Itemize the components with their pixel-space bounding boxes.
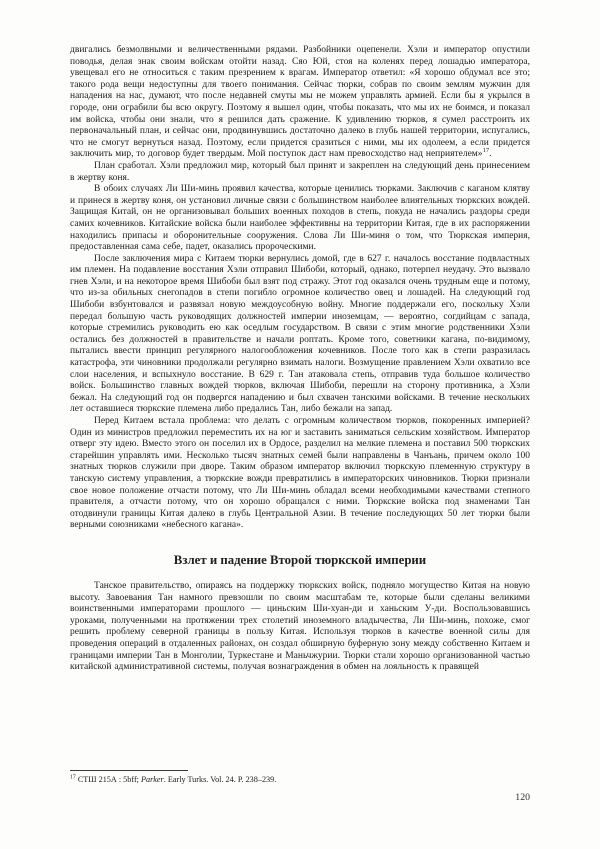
section-heading: Взлет и падение Второй тюркской империи (173, 552, 427, 567)
footnote-text: СТШ 215А : 5bff; (75, 775, 141, 784)
footnote-text: . Early Turks. Vol. 24. P. 238–239. (163, 775, 277, 784)
paragraph: Перед Китаем встала проблема: что делать с огромным количеством тюрков, покоренных империей? Один из министров предложил переместить их на юг и заставить заниматься сельским хозяйством. Император отверг эту идею. Вместо этого он поселил их в Ордосе, разделил на мелкие племена и поставил 500 тюркских старейшин управлять ими. Несколько тысяч знатных семей были направлены в Чанъань, причем около 100 знатных тюрков служили при дворе. Таким образом император включил тюркскую племенную структуру в танскую систему управления, а тюркские вожди превратились в императорских чиновников. Тюрки признали свое новое положение отчасти потому, что Ли Ши-минь обладал всеми необходимыми качествами степного правителя, а отчасти потому, что он хорошо обращался с ними. Тюркские войска под знаменами Тан отодвинули границы Китая далеко в глубь Центральной Азии. В течение последующих 50 лет тюрки были верными союзниками «небесного кагана». (70, 416, 530, 531)
paragraph-text: двигались безмолвными и величественными рядами. Разбойники оцепенели. Хэли и император опустили поводья, делая знак своим войскам отойти назад. Сяо Юй, стоя на коленях перед лошадью императора, увещевал его не относиться с таким презрением к врагам. Император ответил: «Я хорошо обдумал все это; такого рода вещи недоступны для твоего понимания. Сейчас тюрки, собрав по своим землям мужчин для нападения на нас, думают, что после недавней смуты мы не можем управлять армией. Если бы я укрылся в городе, они ограбили бы всю округу. Поэтому я вышел один, чтобы показать, что мы их не боимся, и показал им войска, чтобы они знали, что я решился дать сражение. К удивлению тюрков, я сумел расстроить их первоначальный план, и сейчас они, продвинувшись достаточно далеко в глубь нашей территории, испугались, что не смогут вернуться назад. Поэтому, если придется сразиться с ними, мы их одолеем, а если придется заключить мир, то договор будет твердым. Мой поступок даст нам превосходство над неприятелем» (70, 45, 530, 160)
paragraph: Танское правительство, опираясь на поддержку тюркских войск, подняло могущество Китая на новую высоту. Завоевания Тан намного превзошли по своим масштабам те, которые были сделаны великими воинственными императорами прошлого — циньским Ши-хуан-ди и ханьским У-ди. Воспользовавшись уроками, полученными на протяжении трех столетий иноземного владычества, Ли Ши-минь, похоже, смог решить проблему северной границы в пользу Китая. Используя тюрков в качестве военной силы для проведения операций в отдаленных районах, он создал обширную буферную зону между собственно Китаем и границами империи Тан в Монголии, Туркестане и Маньчжурии. Тюрки стали хорошо организованной частью китайской административной системы, получая вознаграждения в обмен на лояльность к правящей (70, 580, 530, 673)
footnote-divider (70, 770, 188, 771)
paragraph-continuation (70, 45, 530, 161)
text-block (70, 45, 530, 674)
paragraph: План сработал. Хэли предложил мир, который был принят и закреплен на следующий день принесением в жертву коня. (70, 160, 530, 183)
footnote-number: 17 (70, 774, 76, 781)
footnote-reference: 17 (482, 147, 490, 155)
paragraph-text: . (489, 149, 492, 160)
paragraph: После заключения мира с Китаем тюрки вернулись домой, где в 627 г. началось восстание подвластных им племен. На подавление восстания Хэли отправил Шибоби, который, однако, потерпел неудачу. Это вызвало гнев Хэли, и на некоторое время Шибоби был взят под стражу. Этот год оказался очень трудным еще и потому, что из-за обильных снегопадов в степи погибло огромное количество овец и лошадей. На следующий год Шибоби взбунтовался и развязал новую междоусобную войну. Многие поддержали его, поскольку Хэли передал большую часть руководящих должностей империи иноземцам, — вероятно, согдийцам с запада, которые стремились руководить ею как оседлым государством. В связи с этим многие родственники Хэли остались без должностей в правительстве и начали роптать. Кроме того, советники кагана, по-видимому, пытались ввести принцип регулярного налогообложения кочевников. После того как в степи разразилась катастрофа, эти чиновники продолжали регулярно взимать налоги. Возмущение правлением Хэли охватило все слои населения, и вспыхнуло восстание. В 629 г. Тан атаковала степь, отправив туда большое количество войск. Большинство главных вождей тюрков, включая Шибоби, перешли на сторону противника, а Хэли бежал. На следующий год он подвергся нападению и был схвачен танскими войсками. В течение нескольких лет оставшиеся тюркские племена либо предались Тан, либо бежали на запад. (70, 253, 530, 415)
footnote-area (70, 770, 530, 786)
footnote (70, 775, 530, 786)
footnote-author: Parker (141, 775, 164, 784)
page-number: 120 (515, 792, 530, 803)
paragraph: В обоих случаях Ли Ши-минь проявил качества, которые ценились тюрками. Заключив с каганом клятву и принеся в жертву коня, он установил личные связи с большинством наиболее влиятельных тюркских вождей. Защищая Китай, он не организовывал больших военных походов в степь, покуда не начались раздоры среди самих кочевников. Китайские войска были наиболее эффективны на территории Китая, где в их распоряжении находились припасы и оборонительные сооружения. Слова Ли Ши-миня о том, что Тюркская империя, предоставленная сама себе, падет, оказались пророческими. (70, 184, 530, 253)
